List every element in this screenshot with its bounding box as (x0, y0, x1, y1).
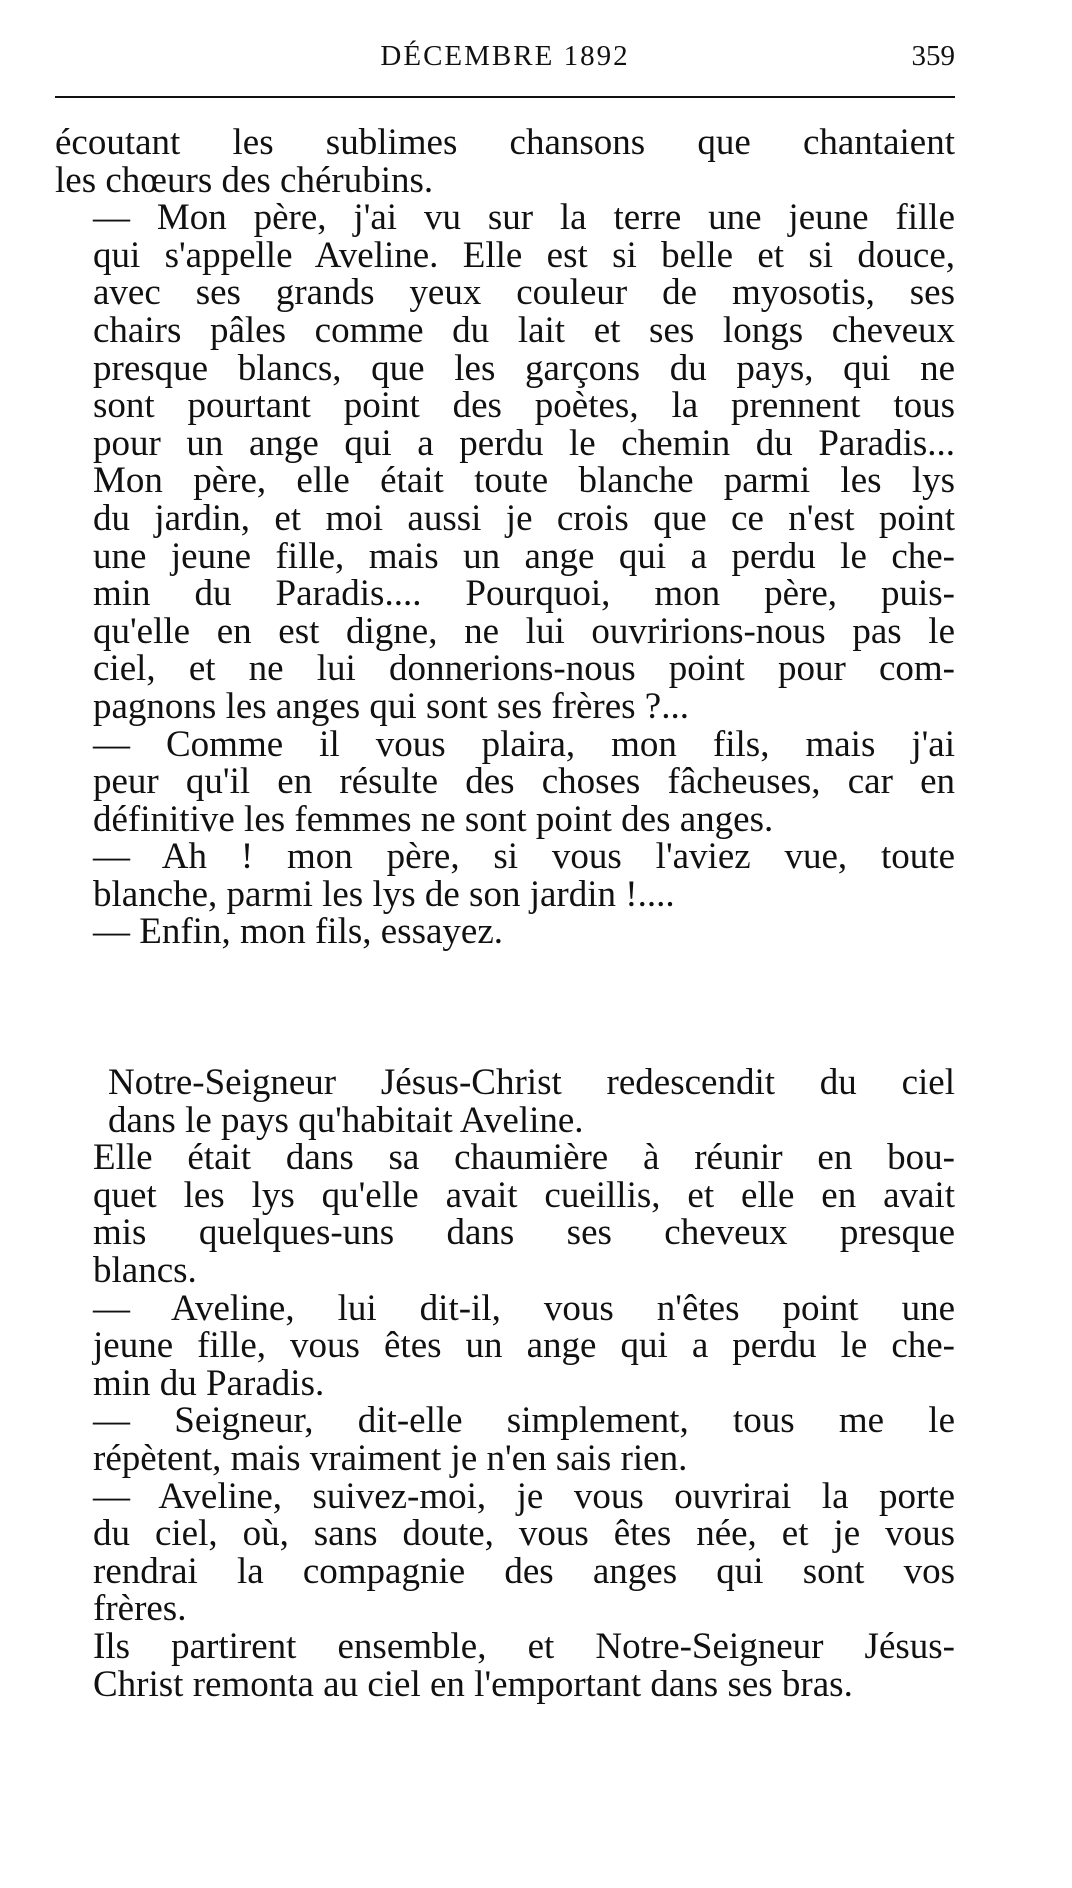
text-line: du ciel, où, sans doute, vous êtes née, et je vous (93, 1513, 955, 1555)
text-line: Elle était dans sa chaumière à réunir en bou- (93, 1137, 955, 1179)
text-line: mis quelques-uns dans ses cheveux presque (93, 1212, 955, 1254)
text-line: frères. (93, 1588, 187, 1630)
paragraph (70, 1064, 955, 1139)
paragraph (55, 723, 955, 840)
paragraph (55, 1287, 955, 1404)
text-line: qui s'appelle Aveline. Elle est si belle et si douce, (93, 234, 955, 276)
running-head (55, 40, 955, 84)
text-line: qu'elle en est digne, ne lui ouvririons-nous pas le (93, 610, 955, 652)
text-line: — Aveline, lui dit-il, vous n'êtes point une (93, 1287, 955, 1329)
text-section-dialogue-in-heaven (55, 124, 955, 951)
text-line: min du Paradis.... Pourquoi, mon père, puis- (93, 573, 955, 615)
text-line: définitive les femmes ne sont point des anges. (93, 798, 774, 840)
text-line: — Seigneur, dit-elle simplement, tous me le (93, 1400, 955, 1442)
text-line: écoutant les sublimes chansons que chantaient (55, 122, 955, 163)
running-title: DÉCEMBRE 1892 (380, 40, 630, 72)
text-line: — Comme il vous plaira, mon fils, mais j'ai (93, 723, 955, 765)
text-line: Mon père, elle était toute blanche parmi les lys (93, 460, 955, 502)
text-line: chairs pâles comme du lait et ses longs cheveux (93, 309, 955, 351)
text-line: ciel, et ne lui donnerions-nous point pour com- (93, 648, 955, 690)
paragraph (55, 124, 955, 199)
text-line: pour un ange qui a perdu le chemin du Paradis... (93, 422, 955, 464)
text-line: du jardin, et moi aussi je crois que ce n'est point (93, 497, 955, 539)
text-line: min du Paradis. (93, 1362, 325, 1404)
page-number: 359 (911, 40, 955, 72)
text-line: presque blancs, que les garçons du pays, qui ne (93, 347, 955, 389)
text-line: les chœurs des chérubins. (55, 159, 434, 201)
text-line: — Ah ! mon père, si vous l'aviez vue, toute (93, 836, 955, 878)
text-line: jeune fille, vous êtes un ange qui a perdu le che- (93, 1325, 955, 1367)
text-line: Notre-Seigneur Jésus-Christ redescendit du ciel (108, 1062, 955, 1103)
text-line: — Enfin, mon fils, essayez. (93, 911, 503, 953)
text-line: une jeune fille, mais un ange qui a perdu le che- (93, 535, 955, 577)
text-line: avec ses grands yeux couleur de myosotis, ses (93, 272, 955, 314)
text-line: quet les lys qu'elle avait cueillis, et elle en avait (93, 1174, 955, 1216)
text-line: — Aveline, suivez-moi, je vous ouvrirai la porte (93, 1475, 955, 1517)
text-line: Christ remonta au ciel en l'emportant dans ses bras. (93, 1663, 853, 1705)
text-line: — Mon père, j'ai vu sur la terre une jeune fille (93, 197, 955, 239)
header-rule (55, 96, 955, 98)
paragraph (55, 838, 955, 913)
text-line: sont pourtant point des poètes, la prennent tous (93, 385, 955, 427)
text-line: blanche, parmi les lys de son jardin !.... (93, 873, 675, 915)
paragraph (55, 199, 955, 725)
text-line: peur qu'il en résulte des choses fâcheuses, car en (93, 761, 955, 803)
text-line: rendrai la compagnie des anges qui sont vos (93, 1550, 955, 1592)
paragraph (55, 1625, 955, 1705)
text-line: Ils partirent ensemble, et Notre-Seigneur Jésus- (93, 1625, 955, 1667)
paragraph (55, 1475, 955, 1630)
paragraph (55, 913, 955, 951)
text-line: pagnons les anges qui sont ses frères ?... (93, 685, 689, 727)
paragraph (55, 1402, 955, 1477)
paragraph (55, 1139, 955, 1289)
text-line: dans le pays qu'habitait Aveline. (108, 1099, 584, 1141)
text-section-aveline (55, 1064, 955, 1703)
text-line: blancs. (93, 1249, 197, 1291)
text-line: répètent, mais vraiment je n'en sais rien. (93, 1437, 688, 1479)
